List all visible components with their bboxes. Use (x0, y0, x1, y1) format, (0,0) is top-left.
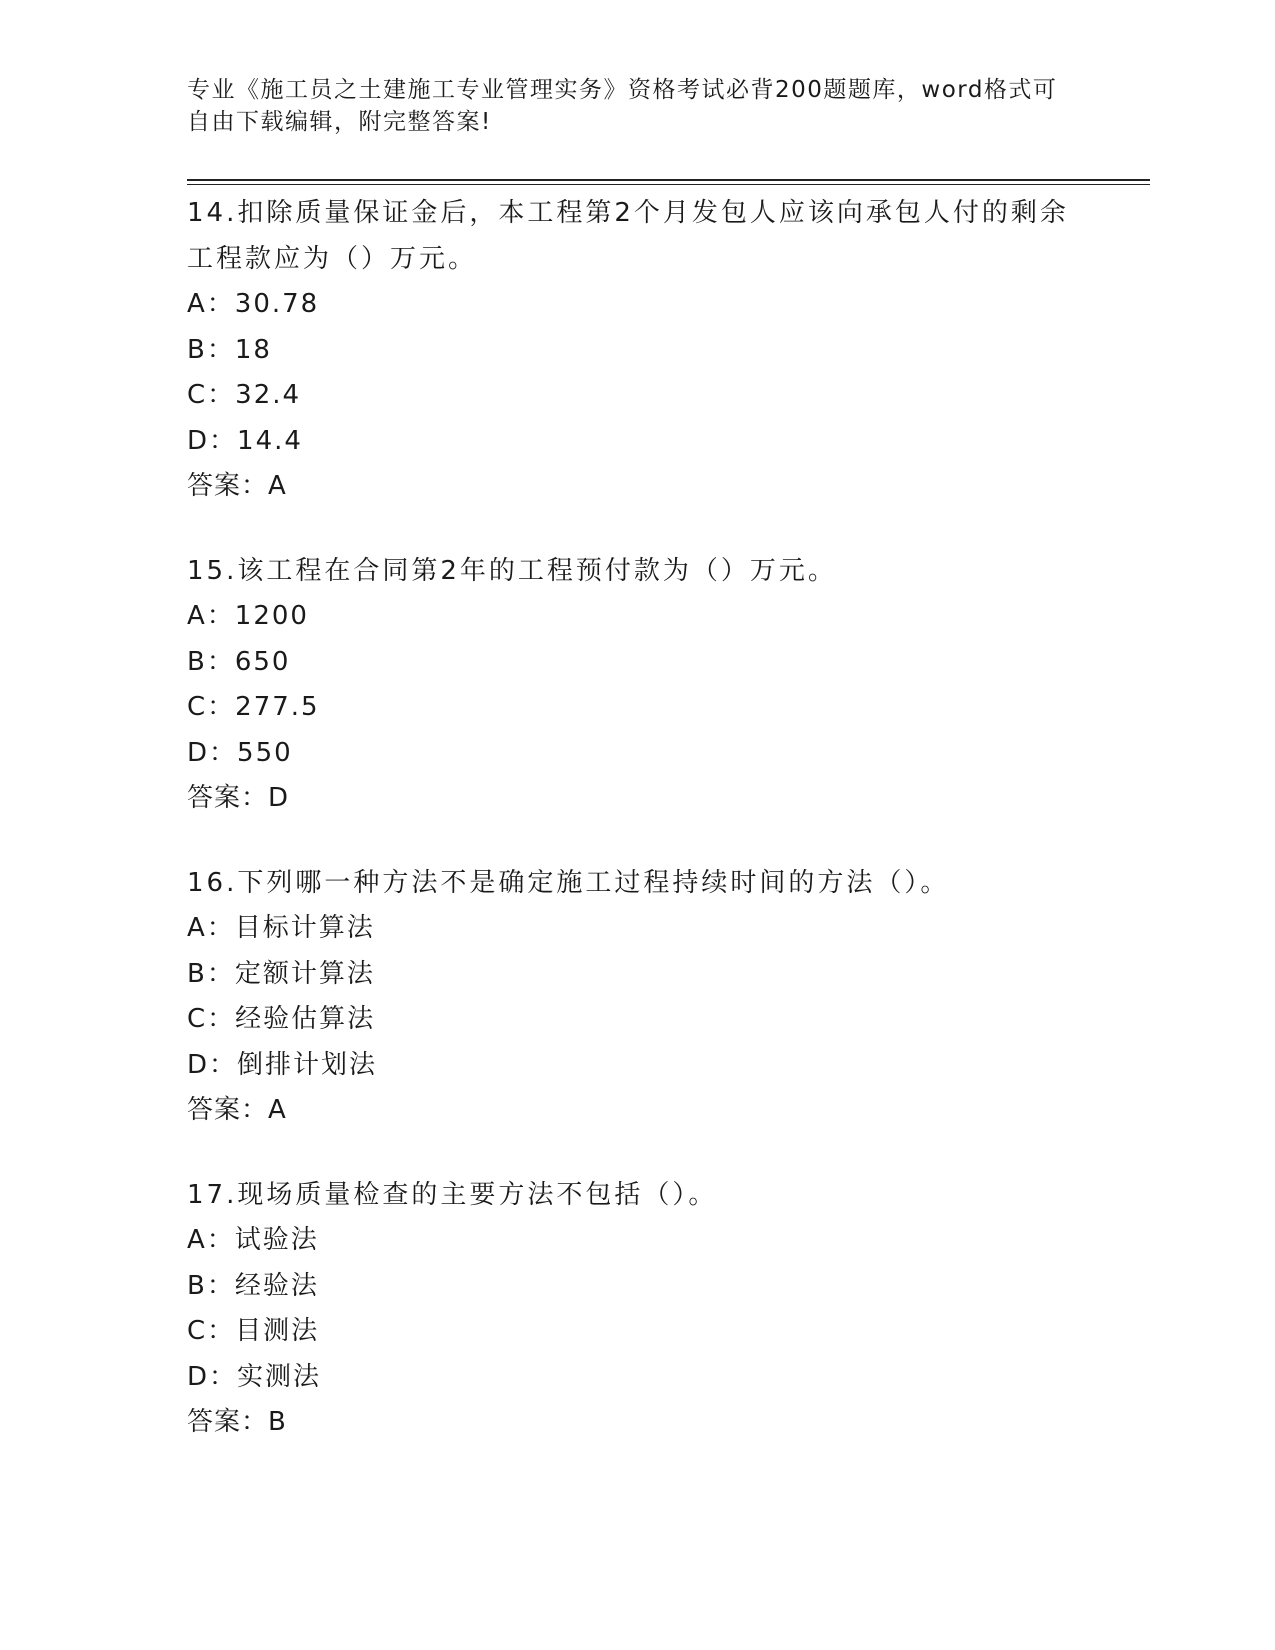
answer-label: 答案：A (187, 1095, 287, 1125)
answer-label: 答案：A (187, 471, 287, 501)
question-15 (187, 548, 1087, 820)
option-d: D：550 (187, 737, 293, 768)
question-stem: 17.现场质量检查的主要方法不包括（）。 (187, 1180, 718, 1210)
option-c: C：目测法 (187, 1316, 320, 1346)
option-a: A：试验法 (187, 1225, 319, 1255)
option-b: B：定额计算法 (187, 958, 375, 989)
option-a: A：30.78 (187, 289, 320, 319)
question-list (187, 190, 1087, 1484)
option-c: C：经验估算法 (187, 1004, 376, 1034)
question-stem: 15.该工程在合同第2年的工程预付款为（）万元。 (187, 556, 837, 586)
option-c: C：32.4 (187, 380, 302, 410)
option-a: A：1200 (187, 601, 309, 631)
question-16 (187, 860, 1087, 1132)
option-d: D：14.4 (187, 425, 303, 456)
header-divider-thick (187, 179, 1150, 181)
option-c: C：277.5 (187, 692, 320, 722)
document-header: 专业《施工员之土建施工专业管理实务》资格考试必背200题题库，word格式可自由下载编辑，附完整答案! (187, 77, 1058, 135)
option-a: A：目标计算法 (187, 913, 375, 943)
answer-label: 答案：B (187, 1407, 287, 1437)
question-17 (187, 1172, 1087, 1444)
question-stem: 16.下列哪一种方法不是确定施工过程持续时间的方法（）。 (187, 868, 950, 898)
question-stem: 14.扣除质量保证金后，本工程第2个月发包人应该向承包人付的剩余工程款应为（）万元。 (187, 198, 1069, 274)
header-divider-thin (187, 184, 1150, 185)
answer-label: 答案：D (187, 783, 290, 813)
option-d: D：实测法 (187, 1361, 322, 1392)
option-b: B：650 (187, 646, 291, 677)
option-b: B：18 (187, 334, 272, 365)
question-14 (187, 190, 1087, 508)
option-b: B：经验法 (187, 1270, 319, 1301)
option-d: D：倒排计划法 (187, 1049, 378, 1080)
